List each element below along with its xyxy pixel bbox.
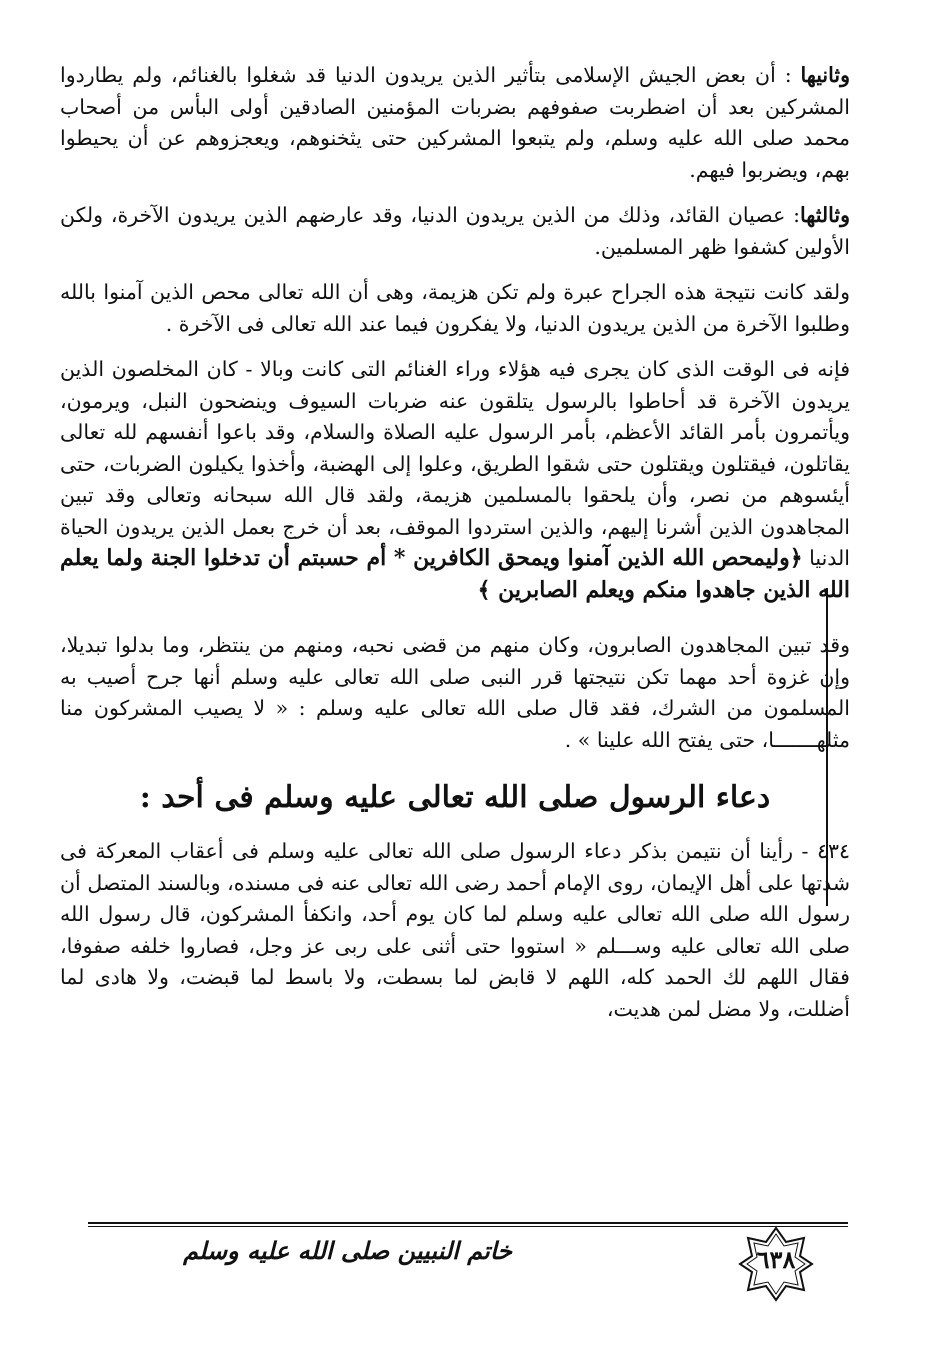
page-number: ٦٣٨ <box>756 1245 796 1274</box>
paragraph-lead: وثانيها <box>800 63 850 87</box>
paragraph-text: : عصيان القائد، وذلك من الذين يريدون الدنيا، وقد عارضهم الذين يريدون الآخرة، ولكن الأولين كشفوا ظهر المسلمين. <box>60 203 850 259</box>
paragraph-text: : أن بعض الجيش الإسلامى بتأثير الذين يريدون الدنيا قد شغلوا بالغنائم، ولم يطاردوا المشركين بعد أن اضطربت صفوفهم بضربات المؤمنين الصادقين أولى البأس من أصحاب محمد صلى الله عليه وسلم، ولم يتبعوا المشركين حتى يثخنوهم، ويعجزوهم عن أن يحيطوا بهم، ويضربوا فيهم. <box>60 63 850 182</box>
book-title: خاتم النبيين صلى الله عليه وسلم <box>183 1236 512 1265</box>
section-heading: دعاء الرسول صلى الله تعالى عليه وسلم فى أحد : <box>139 780 771 815</box>
footer-rule <box>88 1222 848 1224</box>
paragraph-patient-mujahideen: وقد تبين المجاهدون الصابرون، وكان منهم من قضى نحبه، ومنهم من ينتظر، وما بدلوا تبديلا، وإن غزوة أحد مهما تكن نتيجتها قرر النبى صلى الله تعالى عليه وسلم أنها جرح أصيب به المسلمون من الشرك، فقد قال صلى الله تعالى عليه وسلم : « لا يصيب المشركون منا مثلهـــــــا، حتى يفتح الله علينا » . <box>60 633 850 752</box>
margin-rule <box>826 588 828 906</box>
paragraph-text: فإنه فى الوقت الذى كان يجرى فيه هؤلاء وراء الغنائم التى كانت وبالا - كان المخلصون الذين يريدون الآخرة قد أحاطوا بالرسول يتلقون عنه ضربات السيوف وينضحون النبل، ويرمون، ويأتمرون بأمر القائد الأعظم، بأمر الرسول عليه الصلاة والسلام، وقد باعوا أنفسهم لله تعالى يقاتلون، فيقتلون ويقتلون حتى شقوا الطريق، وعلوا إلى الهضبة، وأخذوا يكيلون الضربات، حتى أيئسوهم من نصر، وأن يلحقوا بالمسلمين هزيمة، ولقد قال الله سبحانه وتعالى وقد تبين المجاهدون الذين أشرنا إليهم، والذين استردوا الموقف، بعد أن خرج بعمل الذين يريدون الحياة الدنيا <box>60 357 850 570</box>
paragraph-companions <box>60 354 850 606</box>
paragraph-lesson: ولقد كانت نتيجة هذه الجراح عبرة ولم تكن هزيمة، وهى أن الله تعالى محص الذين آمنوا بالله وطلبوا الآخرة من الذين يريدون الدنيا، ولا يفكرون فيما عند الله تعالى فى الآخرة . <box>60 280 850 336</box>
paragraph-lead: وثالثها <box>800 203 850 227</box>
paragraph-second-reason <box>60 60 850 186</box>
quran-verse: ﴿وليمحص الله الذين آمنوا ويمحق الكافرين * أم حسبتم أن تدخلوا الجنة ولما يعلم الله الذين جاهدوا منكم ويعلم الصابرين ﴾ <box>60 545 850 603</box>
footer-rule-thin <box>88 1226 848 1227</box>
paragraph-prophet-supplication: ٤٣٤ - رأينا أن نتيمن بذكر دعاء الرسول صلى الله تعالى عليه وسلم فى أعقاب المعركة فى شدتها على أهل الإيمان، روى الإمام أحمد رضى الله تعالى عنه فى مسنده، وبالسند المتصل أن رسول الله صلى الله تعالى عليه وسلم لما كان يوم أحد، وانكفأ المشركون، قال رسول الله صلى الله تعالى عليه وســـلم « استووا حتى أثنى على ربى عز وجل، فصاروا خلفه صفوفا، فقال اللهم لك الحمد كله، اللهم لا قابض لما بسطت، ولا باسط لما قبضت، ولا هادى لما أضللت، ولا مضل لمن هديت، <box>60 839 850 1021</box>
page-body <box>60 60 850 1039</box>
paragraph-third-reason <box>60 200 850 263</box>
